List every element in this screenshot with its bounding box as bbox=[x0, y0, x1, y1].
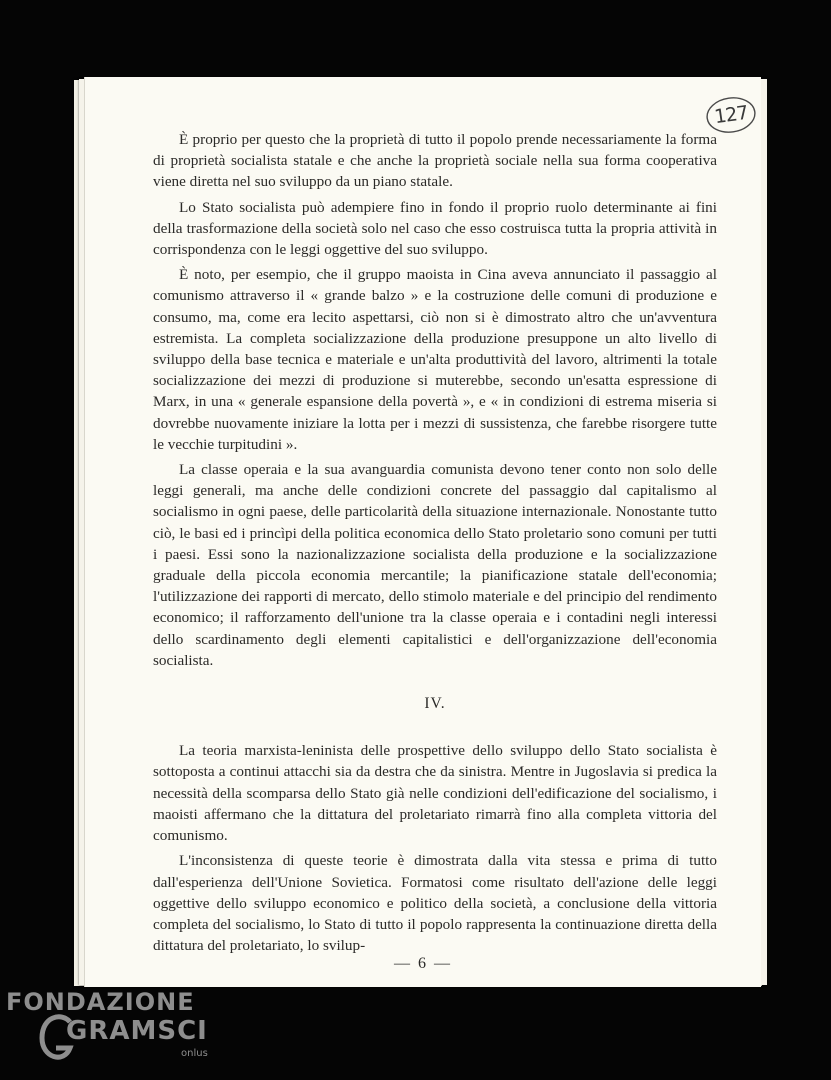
fondazione-gramsci-watermark bbox=[6, 988, 216, 1078]
page-number: — 6 — bbox=[394, 955, 452, 972]
document-page bbox=[85, 77, 761, 987]
paragraph: Lo Stato socialista può adempiere fino in fondo il proprio ruolo determinante ai fini della trasformazione della società solo nel caso che esso costruisca tutta la propria attività in corrispondenza con le leggi oggettive del suo sviluppo. bbox=[153, 198, 717, 259]
watermark-line1: FONDAZIONE bbox=[6, 988, 195, 1016]
paragraph: È noto, per esempio, che il gruppo maoista in Cina aveva annunciato il passaggio al comunismo attraverso il « grande balzo » e la costruzione delle comuni di produzione e consumo, ma, come era lecito aspettarsi, ciò non si è dimostrato altro che un'avventura estremista. La completa socializzazione della produzione presuppone un alto livello di sviluppo della base tecnica e materiale e un'alta produttività del lavoro, altrimenti la totale socializzazione dei mezzi di produzione si muterebbe, secondo un'esatta espressione di Marx, in una « generale espansione della povertà », e « in condizioni di estrema miseria si dovrebbe nuovamente iniziare la lotta per i mezzi di sussistenza, che farebbe risorgere tutte le vecchie turpitudini ». bbox=[153, 266, 717, 453]
paragraph: È proprio per questo che la proprietà di tutto il popolo prende necessariamente la forma di proprietà socialista statale e che anche la proprietà sociale nella sua forma cooperativa viene diretta nel suo sviluppo da un piano statale. bbox=[153, 131, 717, 191]
paragraph: La teoria marxista-leninista delle prospettive dello sviluppo dello Stato socialista è sottoposta a continui attacchi sia da destra che da sinistra. Mentre in Jugoslavia si predica la necessità della scomparsa dello Stato già nelle condizioni dell'edificazione del socialismo, i maoisti affermano che la dittatura del proletariato rimarrà fino alla completa vittoria del comunismo. bbox=[153, 742, 717, 845]
document-body bbox=[153, 129, 717, 960]
watermark-line2: GRAMSCI bbox=[66, 1016, 208, 1046]
paragraph: La classe operaia e la sua avanguardia comunista devono tener conto non solo delle leggi generali, ma anche delle condizioni concrete del passaggio dal capitalismo al socialismo in ogni paese, delle particolarità della situazione internazionale. Nonostante tutto ciò, le basi ed i princìpi della politica economica dello Stato proletario sono comuni per tutti i paesi. Essi sono la nazionalizzazione socialista della produzione e la socializzazione graduale della piccola economia mercantile; la pianificazione statale dell'economia; l'utilizzazione dei rapporti di mercato, dello stimolo materiale e del principio del rendimento economico; il rafforzamento dell'unione tra la classe operaia e i contadini negli interessi dello scardinamento degli elementi capitalistici e dell'organizzazione dell'economia socialista. bbox=[153, 461, 717, 669]
section-heading: IV. bbox=[424, 695, 446, 713]
paragraph: L'inconsistenza di queste teorie è dimostrata dalla vita stessa e prima di tutto dall'esperienza dell'Unione Sovietica. Formatosi come risultato dell'azione delle leggi oggettive dello sviluppo economico e politico della società, a conclusione della vittoria completa del socialismo, lo Stato di tutto il popolo rappresenta la continuazione diretta della dittatura del proletariato, lo svilup- bbox=[153, 852, 717, 955]
handwritten-number-text: 127 bbox=[712, 101, 749, 129]
watermark-line3: onlus bbox=[181, 1048, 208, 1059]
